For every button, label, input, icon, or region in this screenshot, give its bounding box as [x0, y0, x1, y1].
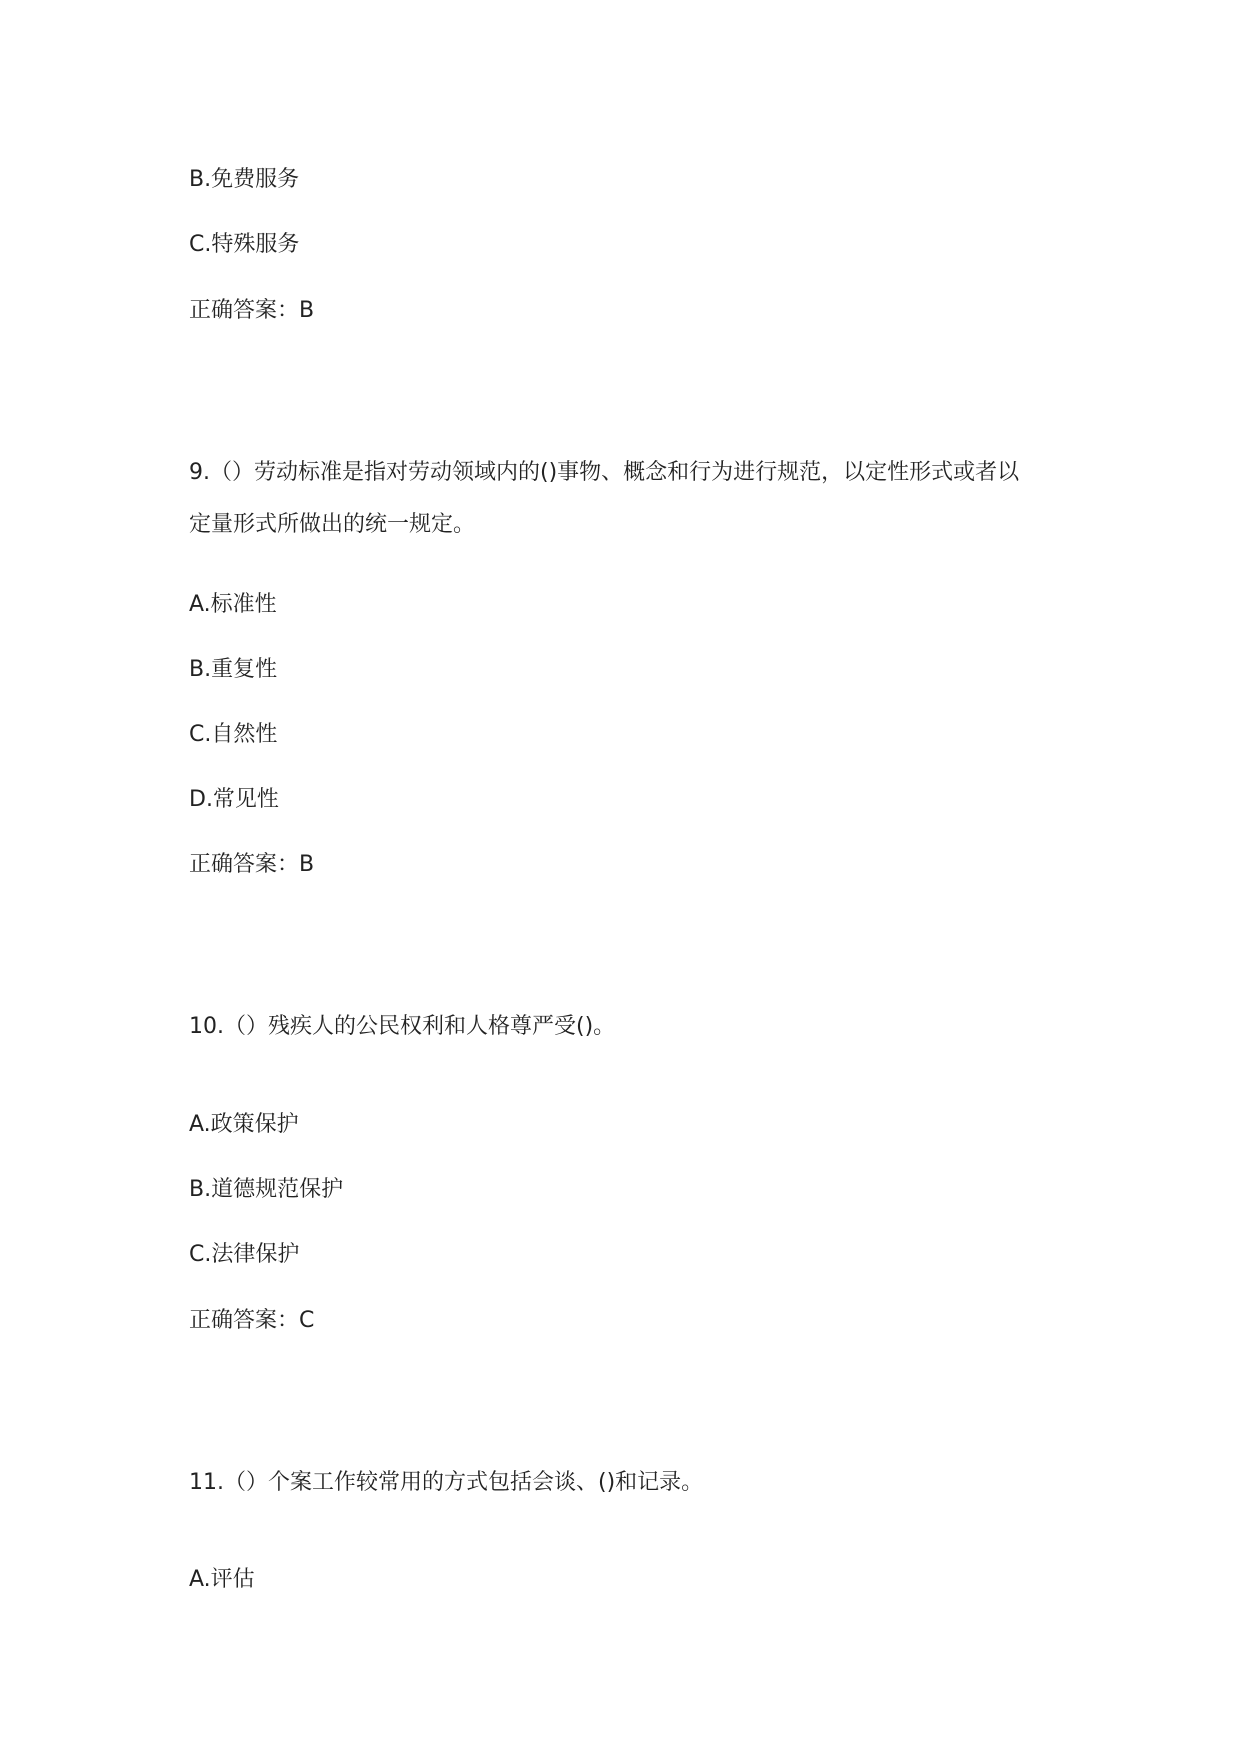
- q8-option-c: C.特殊服务: [189, 232, 300, 257]
- q9-option-a: A.标准性: [189, 592, 277, 617]
- q11-stem: 11.（）个案工作较常用的方式包括会谈、()和记录。: [189, 1470, 704, 1495]
- q8-answer: 正确答案：B: [189, 298, 315, 323]
- q10-option-c: C.法律保护: [189, 1242, 300, 1267]
- q9-stem-line2: 定量形式所做出的统一规定。: [189, 512, 476, 537]
- q9-option-d: D.常见性: [189, 787, 279, 812]
- q10-option-b: B.道德规范保护: [189, 1177, 344, 1202]
- q8-option-b: B.免费服务: [189, 167, 300, 192]
- q9-option-c: C.自然性: [189, 722, 278, 747]
- q9-stem-line1: 9.（）劳动标准是指对劳动领域内的()事物、概念和行为进行规范，以定性形式或者以: [189, 460, 1020, 485]
- q9-answer: 正确答案：B: [189, 852, 315, 877]
- q10-stem: 10.（）残疾人的公民权利和人格尊严受()。: [189, 1014, 616, 1039]
- q11-option-a: A.评估: [189, 1567, 255, 1592]
- q9-option-b: B.重复性: [189, 657, 278, 682]
- q10-answer: 正确答案：C: [189, 1308, 315, 1333]
- q10-option-a: A.政策保护: [189, 1112, 299, 1137]
